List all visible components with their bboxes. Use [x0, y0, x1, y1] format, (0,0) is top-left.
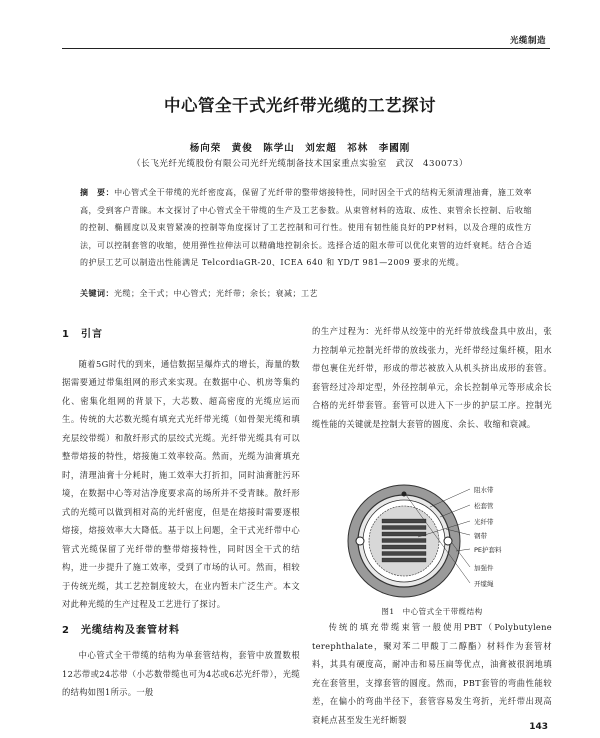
fiber-ribbon [382, 539, 426, 543]
label-fiber-ribbon: 光纤带 [474, 518, 494, 526]
fiber-ribbon-stack [382, 519, 426, 562]
pbt-paragraph: 传统的填充带缆束管一般使用PBT（Polybutylene terephthalate，聚对苯二甲酸丁二醇酯）材料作为套管材料，其具有硬度高，耐冲击和易压扁等优点，油膏被很润地填充在套管里，支撑套管的圆度。然而，PBT套管的弯曲性能较差，在偏小的弯曲半径下，套管容易发生弯折，光纤带出现高衰耗点甚至发生光纤断裂 [312, 622, 552, 725]
section-1-heading: 1 引言 [62, 329, 103, 340]
fiber-ribbon [382, 545, 426, 549]
left-column [62, 326, 300, 702]
strength-member-left [356, 537, 364, 545]
section-2-heading: 2 光缆结构及套管材料 [62, 624, 180, 636]
strength-member-right [444, 537, 452, 545]
fiber-ribbon [382, 552, 426, 556]
keywords [80, 288, 532, 299]
right-column-bottom [312, 618, 552, 729]
keywords-text: 光缆；全干式；中心管式；光纤带；余长；衰减；工艺 [114, 289, 318, 298]
process-paragraph: 的生产过程为：光纤带从绞笼中的光纤带放线盘具中放出，张力控制单元控制光纤带的放线张力，光纤带经过集纤模，阻水带包裹住光纤带，形成的带芯被放入从机头挤出成形的套管。套管经过冷却定型，外径控制单元，余长控制单元等形成余长合格的光纤带套管。套管可以进入下一步的护层工序。控制光缆性能的关键就是控制大套管的圆度、余长、收缩和衰减。 [312, 326, 552, 429]
cable-cross-section-diagram [312, 479, 552, 604]
authors: 杨向荣 黄俊 陈学山 刘宏超 祁林 李國刚 [189, 143, 411, 154]
figure-caption: 图1 中心管式全干带缆结构 [381, 607, 483, 616]
label-steel-tape: 钢带 [474, 532, 487, 540]
label-water-blocking-tape: 阻水带 [474, 486, 494, 494]
abstract-label: 摘 要： [80, 188, 115, 197]
fiber-ribbon [382, 558, 426, 562]
fiber-ribbon [382, 519, 426, 523]
page-number: 143 [529, 722, 548, 732]
fiber-ribbon [382, 526, 426, 530]
right-column-top [312, 322, 552, 433]
keywords-label: 关键词： [80, 289, 114, 298]
running-header: 光缆制造 [509, 36, 546, 46]
paper-title: 中心管全干式光纤带光缆的工艺探讨 [164, 96, 436, 115]
label-loose-tube: 松套管 [474, 502, 494, 510]
abstract-text: 中心管式全干带缆的光纤密度高，保留了光纤带的整带熔接特性，同时因全干式的结构无须清理油膏，施工效率高，受到客户青睐。本文探讨了中心管式全干带缆的生产及工艺参数。从束管材料的选取、成性、束管余长控制、后收缩的控制、椭圆度以及束管紧凑的控制等角度探讨了工艺控制和可行性。使用有韧性能良好的PP材料，以及合理的成性方法，可以控制套管的收缩，使用弹性拉伸法可以精确地控制余长。选择合适的阻水带可以优化束管的边纤衰耗。结合合适的护层工艺可以制造出性能满足 TelcordiaGR-20、ICEA 640 和 YD/T 981—2009 要求的光缆。 [80, 188, 533, 267]
affiliation: （长飞光纤光缆股份有限公司光纤光缆制备技术国家重点实验室 武汉 430073） [132, 159, 468, 169]
ripcord [402, 492, 407, 497]
section-2-paragraph: 中心管式全干带缆的结构为单套管结构，套管中放置数根12芯带或24芯带（小芯数带缆也可为4芯或6芯光纤带），光缆的结构如图1所示。一般 [62, 650, 300, 697]
label-pe-sheath: PE护套料 [474, 546, 502, 554]
section-1-paragraph: 随着5G时代的到来，通信数据呈爆炸式的增长，海量的数据需要通过带集组网的形式来实现。在数据中心、机房等集约化、密集化组网的背景下，大芯数、超高密度的光缆应运而生。传统的大芯数光缆有填充式光纤带光缆（如骨架光缆和填充层绞带缆）和散纤形式的层绞式光缆。光纤带光缆具有可以整带熔接的特性，熔接施工效率较高。然而，光缆为油膏填充时，清理油膏十分耗时，施工效率大打折扣，同时油膏脏污环境，在数据中心等对洁净度要求高的场所并不受青睐。散纤形式的光缆可以做到相对高的光纤密度，但是在熔接时需要逐根熔接，熔接效率大大降低。基于以上问题，全干式光纤带中心管式光缆保留了光纤带的整带熔接特性，同时因全干式的结构，进一步提升了施工效率，受到了市场的认可。然而，相较于传统光缆，其工艺控制度较大，在业内暂未广泛生产。本文对此种光缆的生产过程及工艺进行了探讨。 [62, 358, 300, 609]
label-ripcord: 开缆绳 [474, 580, 494, 588]
abstract [80, 184, 532, 272]
header-rule [62, 40, 550, 49]
cable-structure-figure [312, 479, 552, 604]
fiber-ribbon [382, 532, 426, 536]
label-strength-member: 加强件 [474, 564, 494, 572]
